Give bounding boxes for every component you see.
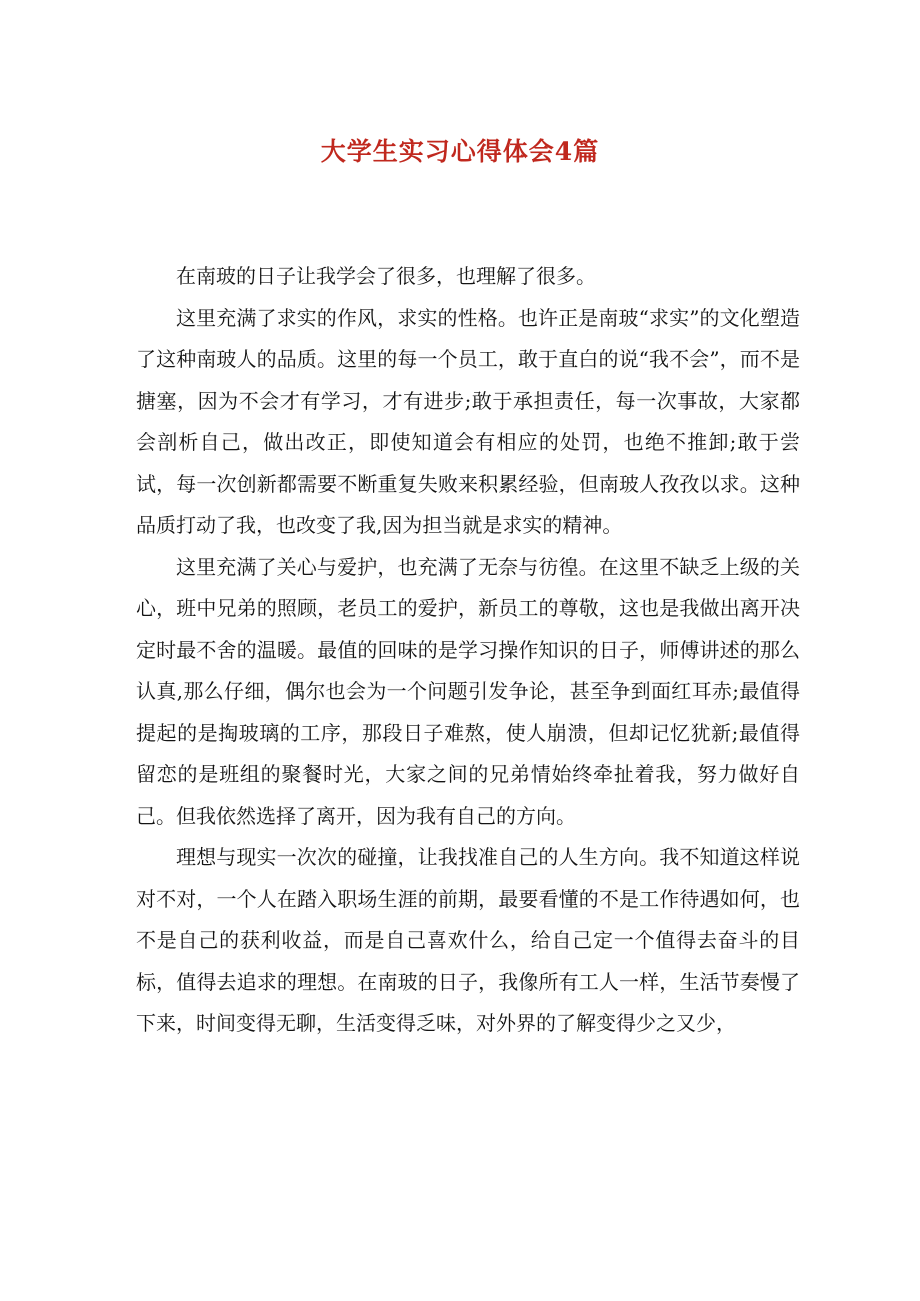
document-title: 大学生实习心得体会4篇 [320,136,600,166]
paragraph-1: 在南玻的日子让我学会了很多，也理解了很多。 [176,264,596,288]
paragraph-2: 这里充满了求实的作风，求实的性格。也许正是南玻“求实”的文化塑造了这种南玻人的品质。这里的每一个员工，敢于直白的说“我不会”，而不是搪塞，因为不会才有学习，才有进步;敢于承担责任，每一次事故，大家都会剖析自己，做出改正，即使知道会有相应的处罚，也绝不推卸;敢于尝试，每一次创新都需要不断重复失败来积累经验，但南玻人孜孜以求。这种品质打动了我，也改变了我,因为担当就是求实的精神。 [136,305,800,537]
paragraph-3: 这里充满了关心与爱护，也充满了无奈与彷徨。在这里不缺乏上级的关心，班中兄弟的照顾，老员工的爱护，新员工的尊敬，这也是我做出离开决定时最不舍的温暖。最值的回味的是学习操作知识的日子，师傅讲述的那么认真,那么仔细，偶尔也会为一个问题引发争论，甚至争到面红耳赤;最值得提起的是掏玻璃的工序，那段日子难熬，使人崩溃，但却记忆犹新;最值得留恋的是班组的聚餐时光，大家之间的兄弟情始终牵扯着我，努力做好自己。但我依然选择了离开，因为我有自己的方向。 [136,554,800,828]
document-body [136,256,800,1045]
paragraph-4: 理想与现实一次次的碰撞，让我找准自己的人生方向。我不知道这样说对不对，一个人在踏入职场生涯的前期，最要看懂的不是工作待遇如何，也不是自己的获利收益，而是自己喜欢什么，给自己定一个值得去奋斗的目标，值得去追求的理想。在南玻的日子，我像所有工人一样，生活节奏慢了下来，时间变得无聊，生活变得乏味，对外界的了解变得少之又少， [136,845,800,1035]
